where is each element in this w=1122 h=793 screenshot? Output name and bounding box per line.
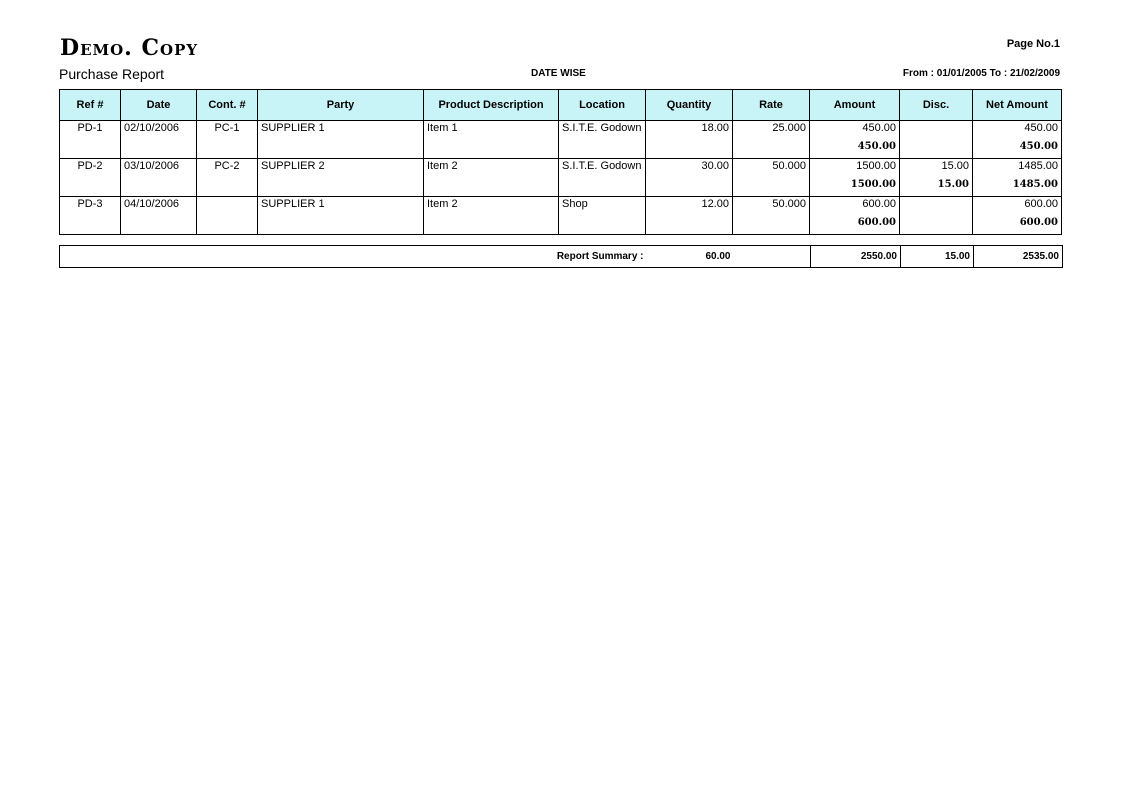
purchase-table — [59, 89, 1062, 235]
cell-product: Item 2 — [424, 159, 559, 180]
cell-amount: 1500.00 — [810, 159, 900, 180]
report-mode: DATE WISE — [531, 68, 586, 79]
summary-net: 2535.00 — [974, 246, 1063, 268]
cell-empty — [121, 141, 197, 159]
cell-cont — [197, 197, 258, 218]
col-cont: Cont. # — [197, 90, 258, 121]
cell-location: S.I.T.E. Godown — [559, 121, 646, 142]
cell-empty — [646, 179, 733, 197]
cell-empty — [258, 217, 424, 235]
cell-empty — [60, 217, 121, 235]
cell-party: SUPPLIER 2 — [258, 159, 424, 180]
cell-empty — [121, 179, 197, 197]
col-ref: Ref # — [60, 90, 121, 121]
cell-empty — [424, 141, 559, 159]
summary-row — [60, 246, 1063, 268]
cell-empty — [646, 217, 733, 235]
cell-subtotal-disc — [900, 141, 973, 159]
cell-subtotal-net: 1485.00 — [973, 179, 1062, 197]
cell-product: Item 2 — [424, 197, 559, 218]
cell-empty — [646, 141, 733, 159]
summary-label: Report Summary : — [60, 246, 647, 268]
cell-rate: 25.000 — [733, 121, 810, 142]
table-row — [60, 121, 1062, 142]
cell-subtotal-net: 450.00 — [973, 141, 1062, 159]
table-header-row — [60, 90, 1062, 121]
cell-ref: PD-2 — [60, 159, 121, 180]
cell-empty — [733, 217, 810, 235]
report-summary — [59, 245, 1063, 268]
table-row — [60, 197, 1062, 218]
col-disc: Disc. — [900, 90, 973, 121]
col-net: Net Amount — [973, 90, 1062, 121]
cell-empty — [733, 141, 810, 159]
col-location: Location — [559, 90, 646, 121]
cell-net: 1485.00 — [973, 159, 1062, 180]
cell-empty — [60, 179, 121, 197]
cell-empty — [559, 179, 646, 197]
cell-empty — [258, 141, 424, 159]
subtotal-row — [60, 141, 1062, 159]
cell-quantity: 12.00 — [646, 197, 733, 218]
cell-date: 03/10/2006 — [121, 159, 197, 180]
cell-amount: 600.00 — [810, 197, 900, 218]
cell-rate: 50.000 — [733, 197, 810, 218]
subtotal-row — [60, 179, 1062, 197]
cell-location: Shop — [559, 197, 646, 218]
cell-party: SUPPLIER 1 — [258, 197, 424, 218]
cell-empty — [559, 141, 646, 159]
cell-subtotal-amount: 1500.00 — [810, 179, 900, 197]
table-row — [60, 159, 1062, 180]
cell-ref: PD-3 — [60, 197, 121, 218]
col-product: Product Description — [424, 90, 559, 121]
summary-amount: 2550.00 — [811, 246, 901, 268]
cell-empty — [197, 141, 258, 159]
cell-location: S.I.T.E. Godown — [559, 159, 646, 180]
date-range: From : 01/01/2005 To : 21/02/2009 — [902, 68, 1060, 79]
col-amount: Amount — [810, 90, 900, 121]
cell-empty — [559, 217, 646, 235]
col-party: Party — [258, 90, 424, 121]
cell-disc — [900, 197, 973, 218]
cell-subtotal-disc: 15.00 — [900, 179, 973, 197]
cell-disc — [900, 121, 973, 142]
col-date: Date — [121, 90, 197, 121]
company-brand: Demo. Copy — [60, 35, 199, 61]
subtotal-row — [60, 217, 1062, 235]
cell-subtotal-net: 600.00 — [973, 217, 1062, 235]
col-quantity: Quantity — [646, 90, 733, 121]
cell-quantity: 30.00 — [646, 159, 733, 180]
cell-date: 02/10/2006 — [121, 121, 197, 142]
cell-rate: 50.000 — [733, 159, 810, 180]
summary-quantity: 60.00 — [647, 246, 734, 268]
cell-empty — [197, 179, 258, 197]
report-title: Purchase Report — [59, 66, 165, 82]
cell-empty — [424, 179, 559, 197]
cell-empty — [60, 141, 121, 159]
cell-subtotal-disc — [900, 217, 973, 235]
cell-quantity: 18.00 — [646, 121, 733, 142]
summary-rate — [734, 246, 811, 268]
summary-disc: 15.00 — [901, 246, 974, 268]
cell-date: 04/10/2006 — [121, 197, 197, 218]
cell-net: 600.00 — [973, 197, 1062, 218]
cell-subtotal-amount: 450.00 — [810, 141, 900, 159]
cell-amount: 450.00 — [810, 121, 900, 142]
cell-subtotal-amount: 600.00 — [810, 217, 900, 235]
cell-party: SUPPLIER 1 — [258, 121, 424, 142]
cell-empty — [197, 217, 258, 235]
cell-cont: PC-1 — [197, 121, 258, 142]
cell-empty — [424, 217, 559, 235]
cell-product: Item 1 — [424, 121, 559, 142]
cell-empty — [733, 179, 810, 197]
cell-ref: PD-1 — [60, 121, 121, 142]
cell-cont: PC-2 — [197, 159, 258, 180]
col-rate: Rate — [733, 90, 810, 121]
cell-empty — [121, 217, 197, 235]
cell-empty — [258, 179, 424, 197]
cell-net: 450.00 — [973, 121, 1062, 142]
page-number: Page No.1 — [1006, 38, 1060, 50]
cell-disc: 15.00 — [900, 159, 973, 180]
